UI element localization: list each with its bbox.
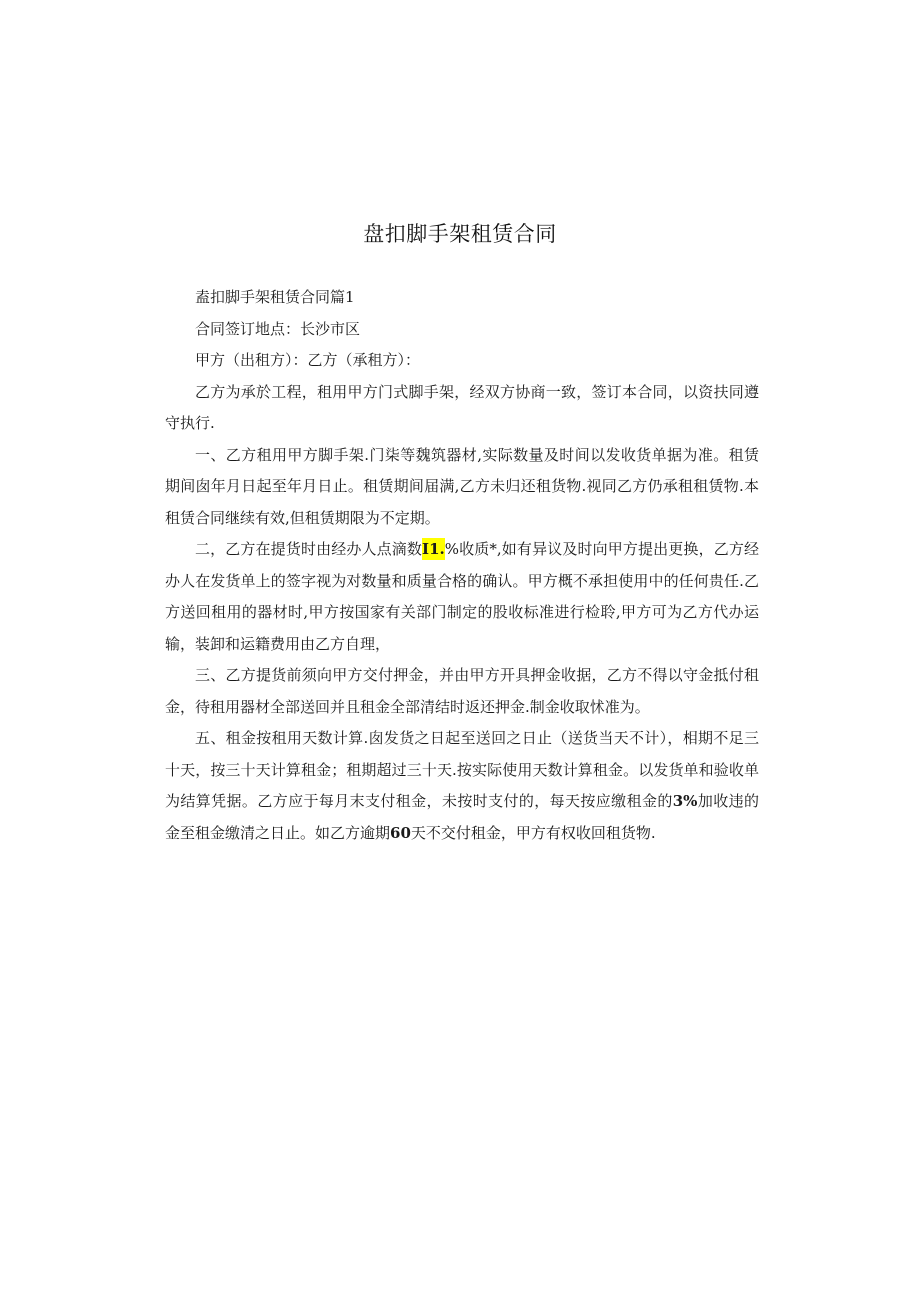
clause-2 — [165, 534, 759, 660]
clause-2-highlight: I1. — [422, 540, 445, 558]
clause-5-pre: 五、租金按租用天数计算.囱发货之日起至送回之日止（送货当天不计），相期不足三十天，按三十天计算租金；租期超过三十天.按实际使用天数计算租金。以发货单和验收单为结算凭据。乙方应于每月末支付租金，未按时支付的，每天按应缴租金的 — [165, 729, 759, 810]
clause-5-post: 天不交付租金，甲方有权收回租货物. — [410, 823, 656, 842]
contract-parties-text: 甲方（出租方）：乙方（承租方）： — [195, 351, 421, 369]
clause-2-post: %收质*,如有异议及时向甲方提出更换，乙方经办人在发货单上的签字视为对数量和质量合格的确认。甲方概不承担使用中的任何贵任.乙方送回租用的器材时,甲方按国家有关部门制定的股收标准进行检聆,甲方可为乙方代办运输，装卸和运籍费用由乙方自理， — [165, 540, 759, 653]
clause-5-rate: 3% — [672, 792, 698, 810]
clause-5 — [165, 723, 759, 849]
intro-paragraph: 乙方为承於工程，租用甲方门式脚手架，经双方协商一致，签订本合同，以资扶同遵守执行. — [165, 382, 759, 432]
clause-5-mid: 加收违的金至租金缴清之日止。如乙方逾期 — [165, 792, 759, 842]
clause-2-pre: 二，乙方在提货时由经办人点滴数 — [195, 540, 423, 558]
contract-parties — [165, 345, 759, 377]
subtitle-text: 盍扣脚手架租赁合同篇1 — [195, 288, 355, 306]
document-body — [165, 282, 759, 849]
document-title: 盘扣脚手架租赁合同 — [363, 222, 557, 246]
signing-location-text: 合同签订地点：长沙市区 — [195, 319, 361, 338]
document-subtitle — [165, 282, 759, 314]
clause-5-days: 60 — [390, 823, 411, 842]
clause-3: 三、乙方提货前须向甲方交付押金，并由甲方开具押金收据，乙方不得以守金抵付租金，待租用器材全部送回并且租金全部清结时返还押金.制金收取怵准为。 — [165, 666, 759, 716]
clause-1: 一、乙方租用甲方脚手架.门柒等魏筑器材,实际数量及时间以发收货单据为准。租赁期间囱年月日起至年月日止。租赁期间届满,乙方未归还租货物.视同乙方仍承租租赁物.本租赁合同继续有效,但租赁期限为不定期。 — [165, 445, 759, 527]
signing-location — [165, 314, 759, 346]
